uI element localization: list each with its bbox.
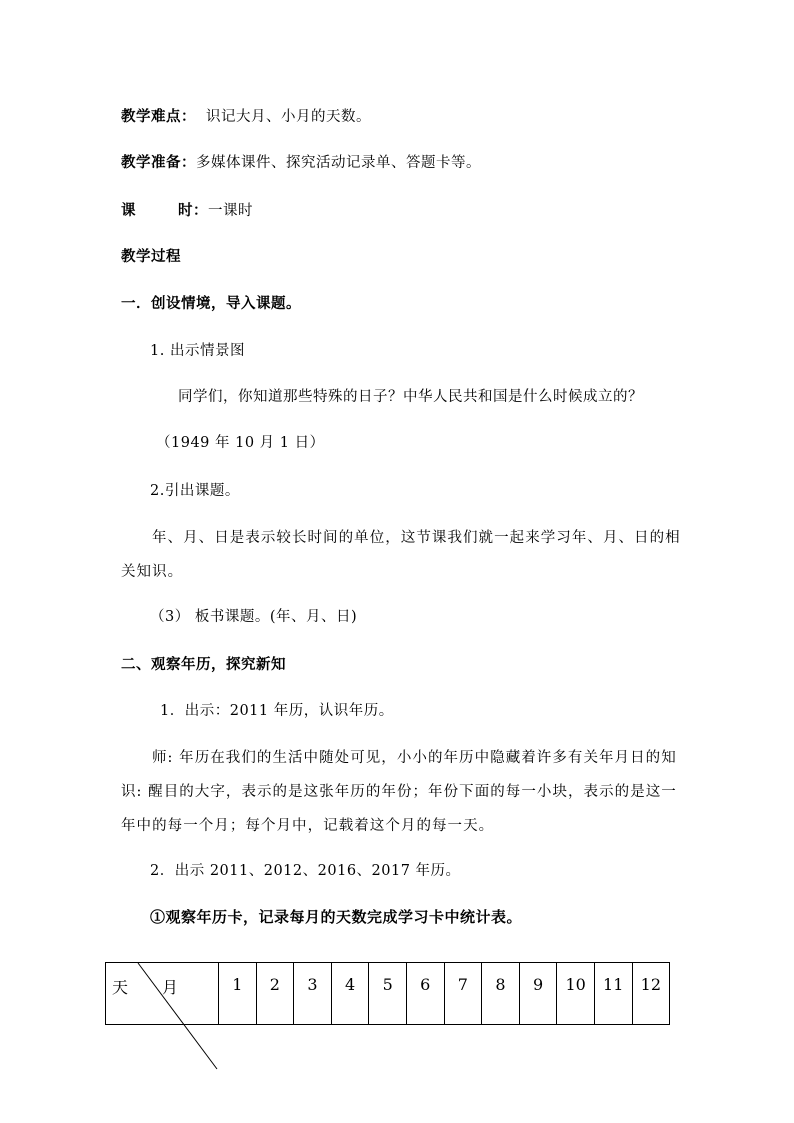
process-title: 教学过程 xyxy=(121,248,181,265)
corner-right-label: 月 xyxy=(162,978,179,997)
corner-left-label: 天 xyxy=(112,978,129,997)
s1-intro: 年、月、日是表示较长时间的单位，这节课我们就一起来学习年、月、日的相关知识。 xyxy=(121,530,681,580)
s2-task: ①观察年历卡，记录每月的天数完成学习卡中统计表。 xyxy=(150,908,523,926)
month-days-table xyxy=(105,962,670,1025)
difficulty-label: 教学难点： xyxy=(121,108,196,125)
teaching-difficulty xyxy=(121,107,371,127)
month-cell: 5 xyxy=(369,963,407,1025)
corner-cell xyxy=(106,963,219,1025)
difficulty-text: 识记大月、小月的天数。 xyxy=(206,109,371,125)
s2-item2: 2．出示 2011、2012、2016、2017 年历。 xyxy=(150,863,461,879)
month-cell: 2 xyxy=(256,963,294,1025)
month-cell: 10 xyxy=(557,963,595,1025)
month-cell: 9 xyxy=(519,963,557,1025)
s2-item1: 1．出示：2011 年历，认识年历。 xyxy=(160,703,394,719)
period-label-b: 时： xyxy=(178,202,208,219)
month-cell: 3 xyxy=(294,963,332,1025)
class-period xyxy=(121,201,253,221)
month-cell: 6 xyxy=(406,963,444,1025)
section1-title: 一．创设情境，导入课题。 xyxy=(121,295,301,312)
month-cell: 4 xyxy=(331,963,369,1025)
month-cell: 8 xyxy=(482,963,520,1025)
s1-answer: （1949 年 10 月 1 日） xyxy=(156,435,325,451)
s1-item1: 1. 出示情景图 xyxy=(150,343,245,359)
s1-question: 同学们，你知道那些特殊的日子？中华人民共和国是什么时候成立的？ xyxy=(178,389,643,405)
period-text: 一课时 xyxy=(208,203,253,219)
month-cell: 7 xyxy=(444,963,482,1025)
prep-text: 多媒体课件、探究活动记录单、答题卡等。 xyxy=(196,155,481,171)
table-header-row xyxy=(106,963,670,1025)
s1-item3: （3） 板书课题。(年、月、日) xyxy=(150,609,358,625)
s2-teacher: 师: 年历在我们的生活中随处可见，小小的年历中隐藏着许多有关年月日的知识: 醒目的大字，表示的是这张年历的年份；年份下面的每一小块，表示的是这一年中的每一个月；每个月中，记载着这个月的每一天。 xyxy=(121,750,677,834)
period-label-a: 课 xyxy=(121,202,136,219)
teaching-preparation xyxy=(121,153,481,173)
section2-title: 二、观察年历，探究新知 xyxy=(121,656,286,673)
month-cell: 11 xyxy=(594,963,632,1025)
s1-item2: 2.引出课题。 xyxy=(150,483,240,499)
month-cell: 12 xyxy=(632,963,670,1025)
prep-label: 教学准备： xyxy=(121,154,196,171)
month-cell: 1 xyxy=(219,963,257,1025)
diagonal-line xyxy=(106,963,218,1073)
